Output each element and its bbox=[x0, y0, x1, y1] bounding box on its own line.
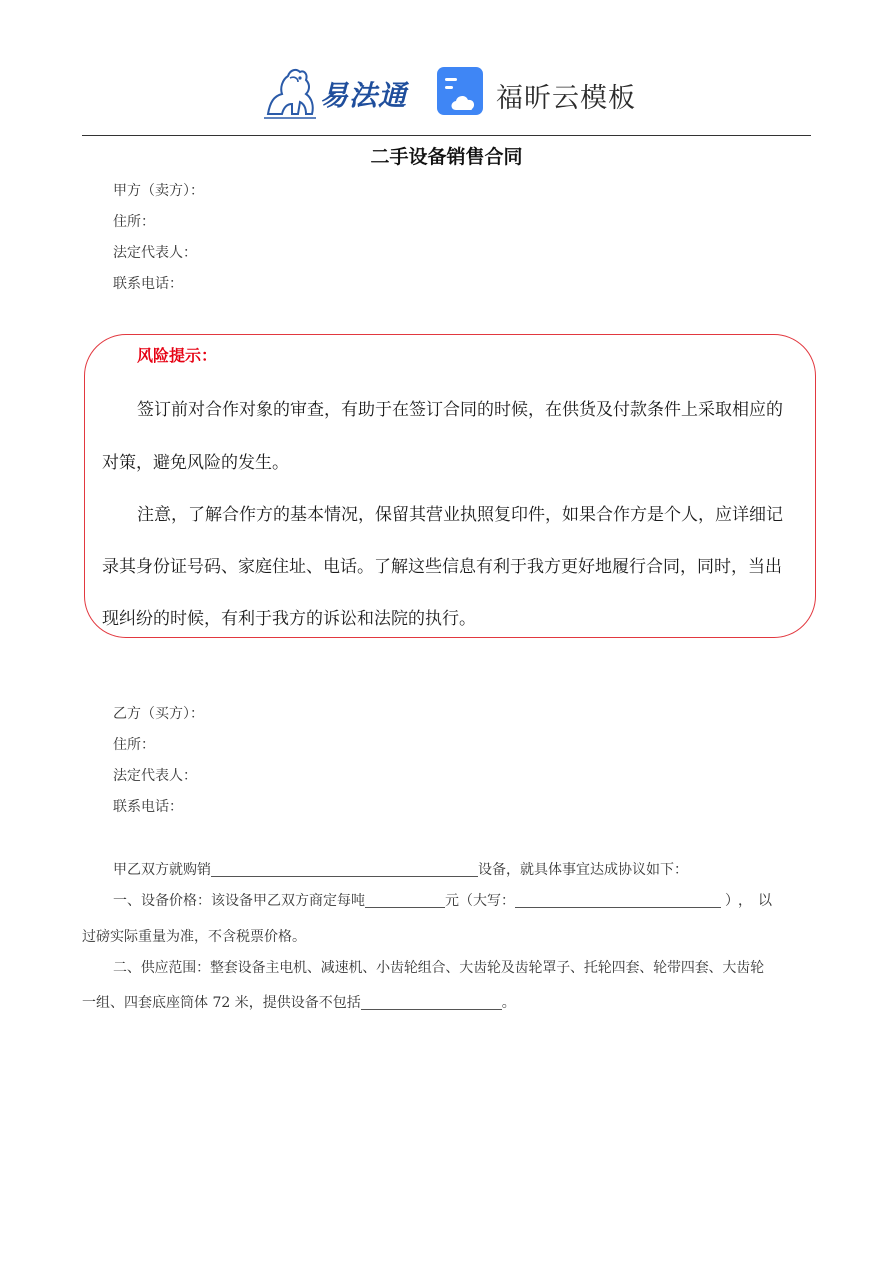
header bbox=[0, 58, 893, 128]
risk-p2-line1: 注意，了解合作方的基本情况，保留其营业执照复印件，如果合作方是个人，应详细记 bbox=[137, 505, 783, 525]
risk-p2-line2: 录其身份证号码、家庭住址、电话。了解这些信息有利于我方更好地履行合同，同时，当出 bbox=[102, 557, 782, 577]
clause1-line1 bbox=[113, 890, 778, 910]
yifatong-logo bbox=[260, 62, 420, 124]
intro-text-before: 甲乙双方就购销 bbox=[113, 862, 211, 878]
clause2-text-after: 。 bbox=[501, 995, 516, 1011]
party-a-address-label: 住所： bbox=[113, 214, 155, 230]
intro-text-after: 设备，就具体事宜达成协议如下： bbox=[478, 862, 688, 878]
header-divider bbox=[82, 135, 811, 136]
price-per-ton-blank[interactable] bbox=[365, 893, 445, 908]
price-in-words-blank[interactable] bbox=[515, 893, 721, 908]
cloud-doc-icon bbox=[436, 66, 486, 118]
clause2-line2 bbox=[82, 992, 516, 1012]
party-b-rep-label: 法定代表人： bbox=[113, 768, 197, 784]
risk-p1-line2: 对策，避免风险的发生。 bbox=[102, 453, 289, 473]
excluded-equipment-blank[interactable] bbox=[361, 995, 502, 1010]
clause1-line2: 过磅实际重量为准，不含税票价格。 bbox=[82, 929, 306, 945]
risk-p1-line1: 签订前对合作对象的审查，有助于在签订合同的时候，在供货及付款条件上采取相应的 bbox=[137, 400, 783, 420]
risk-notice-title: 风险提示： bbox=[137, 346, 218, 365]
fuxin-logo-text: 福昕云模板 bbox=[496, 83, 636, 114]
clause1-text-mid: 元（大写： bbox=[445, 893, 515, 909]
clause1-text-after: ），以 bbox=[725, 893, 778, 909]
party-a-phone-label: 联系电话： bbox=[113, 276, 183, 292]
clause2-text-before: 一组、四套底座筒体 72 米，提供设备不包括 bbox=[82, 995, 361, 1011]
risk-p2-line3: 现纠纷的时候，有利于我方的诉讼和法院的执行。 bbox=[102, 609, 476, 629]
clause1-text-before: 一、设备价格：该设备甲乙双方商定每吨 bbox=[113, 893, 365, 909]
party-b-name-label: 乙方（买方）： bbox=[113, 706, 204, 722]
fuxin-logo bbox=[436, 66, 646, 120]
clause2-line1: 二、供应范围：整套设备主电机、减速机、小齿轮组合、大齿轮及齿轮罩子、托轮四套、轮带四套、大齿轮 bbox=[113, 960, 764, 976]
risk-notice-box bbox=[84, 334, 816, 638]
party-b-phone-label: 联系电话： bbox=[113, 799, 183, 815]
qilin-icon bbox=[260, 62, 322, 124]
intro-line bbox=[113, 859, 688, 879]
party-a-name-label: 甲方（卖方）： bbox=[113, 183, 204, 199]
page-title: 二手设备销售合同 bbox=[370, 146, 523, 168]
party-a-rep-label: 法定代表人： bbox=[113, 245, 197, 261]
yifatong-logo-text: 易法通 bbox=[320, 79, 408, 112]
equipment-name-blank[interactable] bbox=[211, 862, 478, 877]
party-b-address-label: 住所： bbox=[113, 737, 155, 753]
